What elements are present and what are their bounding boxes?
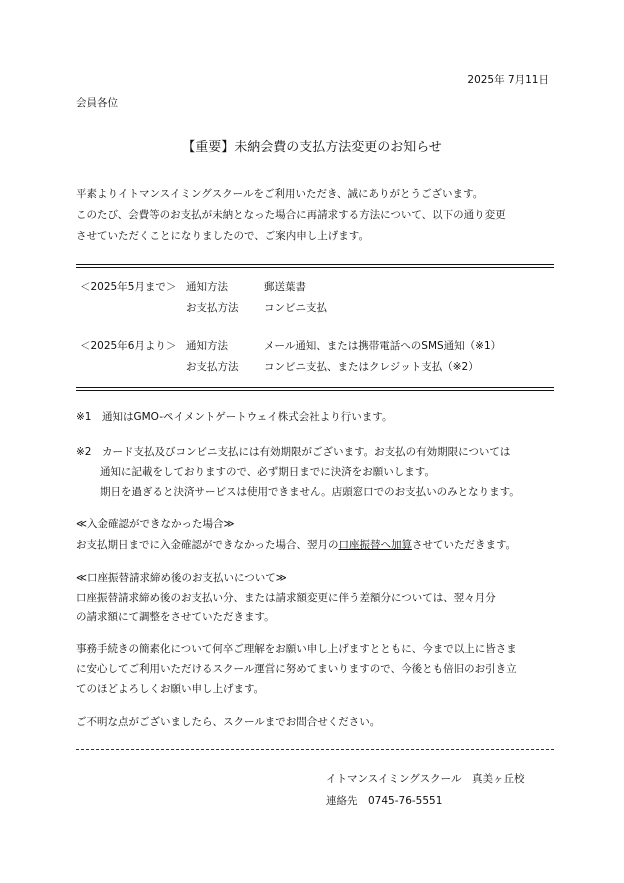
intro-line-3: させていただくことになりましたので、ご案内申し上げます。	[76, 230, 369, 242]
row-label: お支払方法	[186, 302, 239, 314]
account-transfer-underlined: 口座振替へ加算	[338, 539, 412, 551]
row-label: お支払方法	[186, 361, 239, 373]
document-title: 【重要】未納会費の支払方法変更のお知らせ	[182, 140, 442, 155]
after-deadline-heading: ≪口座振替請求締め後のお支払いについて≫	[76, 572, 287, 584]
row-value: コンビニ支払	[264, 302, 327, 314]
contact-phone: 連絡先 0745-76-5551	[326, 795, 443, 807]
table-top-rule	[76, 264, 554, 265]
row-label: 通知方法	[186, 281, 228, 293]
row-label: 通知方法	[186, 340, 228, 352]
row-value: コンビニ支払、またはクレジット支払（※2）	[264, 361, 479, 373]
closing-line-1: 事務手続きの簡素化について何卒ご理解をお願い申し上げますとともに、今まで以上に皆さま	[76, 643, 517, 655]
unconfirmed-heading: ≪入金確認ができなかった場合≫	[76, 518, 235, 530]
unconfirmed-text: お支払期日までに入金確認ができなかった場合、翌月の口座振替へ加算させていただきます。	[76, 539, 517, 551]
row-value: メール通知、または携帯電話へのSMS通知（※1）	[264, 340, 502, 352]
table-top-rule-inner	[76, 267, 554, 268]
intro-line-2: このたび、会費等のお支払が未納となった場合に再請求する方法について、以下の通り変更	[76, 209, 506, 221]
intro-line-1: 平素よりイトマンスイミングスクールをご利用いただき、誠にありがとうございます。	[76, 188, 484, 200]
after-deadline-line-1: 口座振替請求締め後のお支払い分、または請求額変更に伴う差額分については、翌々月分	[76, 592, 496, 604]
period-before: ＜2025年5月まで＞	[80, 281, 177, 293]
table-bottom-rule-inner	[76, 390, 554, 391]
note-2-line-1: ※2 カード支払及びコンビニ支払には有効期限がございます。お支払の有効期限については	[76, 446, 511, 458]
document-date: 2025年 7月11日	[467, 74, 549, 86]
addressee: 会員各位	[76, 97, 118, 109]
period-after: ＜2025年6月より＞	[80, 340, 177, 352]
note-2-line-2: 通知に記載をしておりますので、必ず期日までに決済をお願いします。	[100, 466, 435, 478]
contact-note: ご不明な点がございましたら、スクールまでお問合せください。	[76, 716, 381, 728]
table-bottom-rule	[76, 387, 554, 388]
after-deadline-line-2: の請求額にて調整をさせていただきます。	[76, 611, 275, 623]
row-value: 郵送葉書	[264, 281, 306, 293]
school-name: イトマンスイミングスクール 真美ヶ丘校	[326, 773, 525, 785]
note-2-line-3: 期日を過ぎると決済サービスは使用できません。店頭窓口でのお支払いのみとなります。	[100, 486, 520, 498]
note-1: ※1 通知はGMO-ペイメントゲートウェイ株式会社より行います。	[76, 411, 393, 423]
dashed-divider	[76, 749, 554, 750]
closing-line-3: てのほどよろしくお願い申し上げます。	[76, 683, 265, 695]
closing-line-2: に安心してご利用いただけるスクール運営に努めてまいりますので、今後とも倍旧のお引き立	[76, 663, 517, 675]
